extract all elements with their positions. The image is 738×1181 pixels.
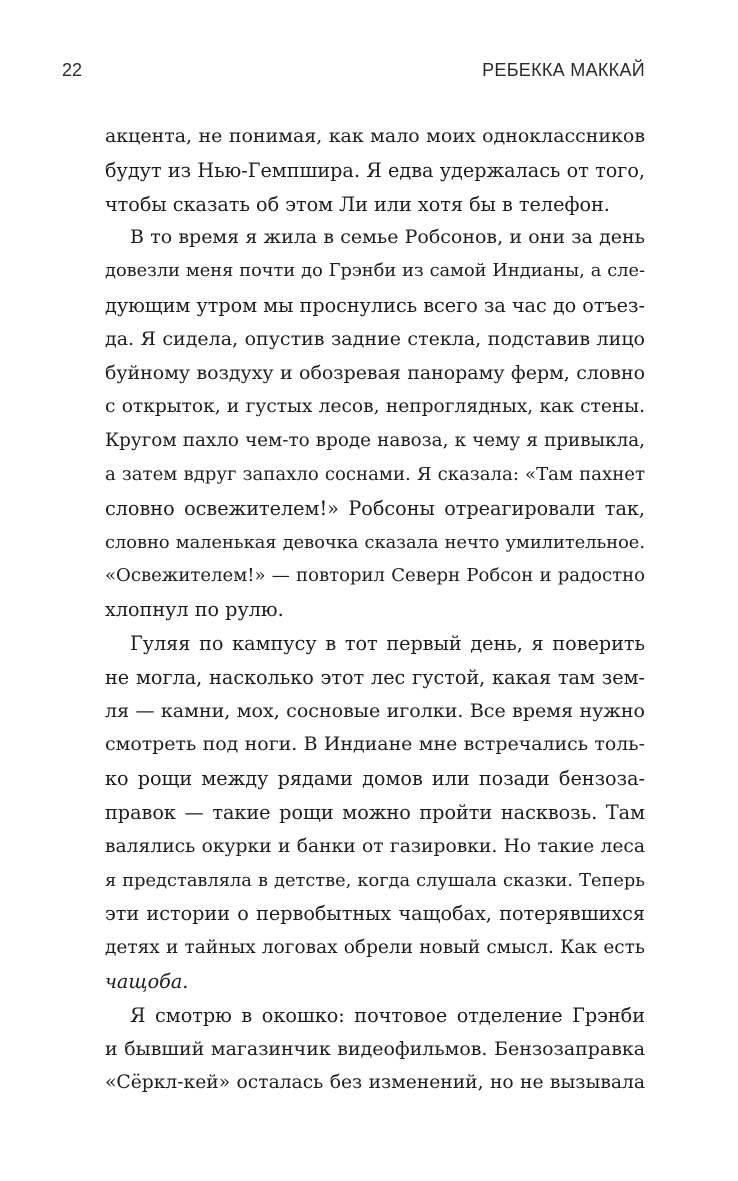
text-line: чтобы сказать об этом Ли или хотя бы в телефон. xyxy=(105,192,610,216)
author-name: РЕБЕККА МАККАЙ xyxy=(482,60,645,80)
text-line: да. Я сидела, опустив задние стекла, подставив лицо xyxy=(105,327,645,350)
text-line: эти истории о первобытных чащобах, потерявшихся xyxy=(105,902,645,926)
text-line: я представляла в детстве, когда слушала сказки. Теперь xyxy=(105,869,645,891)
body-text xyxy=(105,120,645,1100)
page-number: 22 xyxy=(62,60,83,80)
text-line: ко рощи между рядами домов или позади бензоза- xyxy=(105,767,645,791)
text-line: смотреть под ноги. В Индиане мне встречались толь- xyxy=(105,733,645,756)
text-line: словно маленькая девочка сказала нечто умилительное. xyxy=(105,531,645,553)
text-line: довезли меня почти до Грэнби из самой Индианы, а сле- xyxy=(105,261,645,282)
text-line: и бывший магазинчик видеофильмов. Бензозаправка xyxy=(105,1037,645,1060)
text-line: не могла, насколько этот лес густой, какая там зем- xyxy=(105,665,645,689)
text-line: Кругом пахло чем-то вроде навоза, к чему я привыкла, xyxy=(105,430,645,452)
text-line: акцента, не понимая, как мало моих одноклассников xyxy=(105,125,645,147)
text-line-italic: чащоба. xyxy=(105,969,189,993)
text-line: ля — камни, мох, сосновые иголки. Все время нужно xyxy=(105,699,645,722)
text-line: с открыток, и густых лесов, непроглядных, как стены. xyxy=(105,396,645,418)
text-line: правок — такие рощи можно пройти насквозь. Там xyxy=(105,800,645,824)
text-line: хлопнул по рулю. xyxy=(105,598,284,622)
text-line: а затем вдруг запахло соснами. Я сказала: «Там пахнет xyxy=(105,463,645,485)
text-line: буйному воздуху и обозревая панораму ферм, словно xyxy=(105,361,645,384)
text-line: «Сёркл-кей» осталась без изменений, но не вызывала xyxy=(105,1072,645,1094)
text-line: дующим утром мы проснулись всего за час до отъез- xyxy=(105,293,645,317)
text-line: В то время я жила в семье Робсонов, и они за день xyxy=(130,226,645,249)
running-head xyxy=(62,60,645,86)
text-line: валялись окурки и банки от газировки. Но такие леса xyxy=(105,835,645,857)
text-line: будут из Нью-Гемпшира. Я едва удержалась от того, xyxy=(105,158,645,182)
text-line: словно освежителем!» Робсоны отреагировали так, xyxy=(105,496,645,520)
text-line: детях и тайных логовах обрели новый смысл. Как есть xyxy=(105,937,645,959)
text-line: Гуляя по кампусу в тот первый день, я поверить xyxy=(130,631,645,655)
text-line: «Освежителем!» — повторил Северн Робсон и радостно xyxy=(105,565,645,587)
text-line: Я смотрю в окошко: почтовое отделение Грэнби xyxy=(130,1003,645,1027)
